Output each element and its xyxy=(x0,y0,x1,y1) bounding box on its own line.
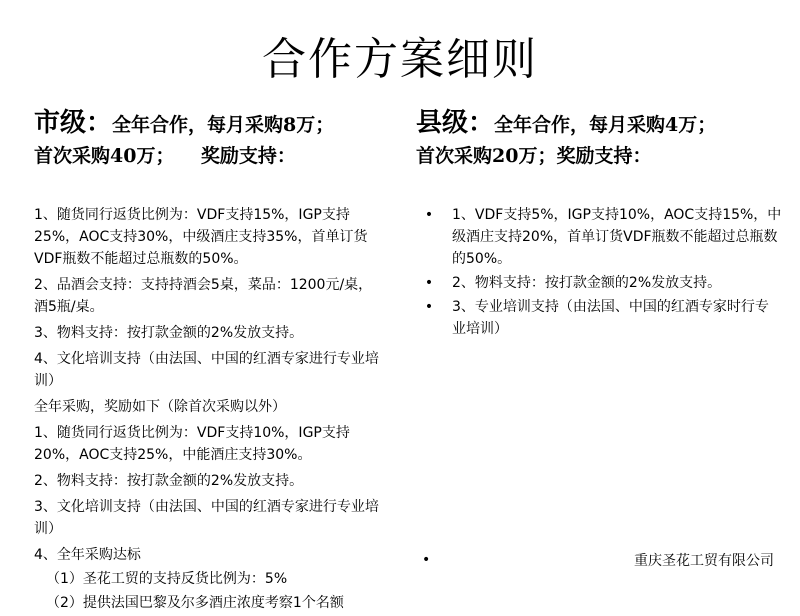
list-item: 3、物料支持：按打款金额的2%发放支持。 xyxy=(34,325,304,341)
city-level-heading xyxy=(34,108,414,171)
list-item: 2、物料支持：按打款金额的2%发放支持。 xyxy=(34,473,304,489)
list-item-text: 1、VDF支持5%，IGP支持10%，AOC支持15%，中级酒庄支持20%，首单订货VDF瓶数不能超过总瓶数的50%。 xyxy=(452,207,782,267)
bullet-icon: • xyxy=(424,207,434,223)
county-level-label: 县级： xyxy=(416,108,495,138)
list-item xyxy=(422,296,782,340)
list-item-text: 2、物料支持：按打款金额的2%发放支持。 xyxy=(452,275,722,291)
sub-list-item: （2）提供法国巴黎及尔多酒庄浓度考察1个名额 xyxy=(46,595,344,611)
list-item: 4、文化培训支持（由法国、中国的红酒专家进行专业培训） xyxy=(34,351,379,389)
city-level-label: 市级： xyxy=(34,108,113,138)
bullet-icon: • xyxy=(424,299,434,315)
list-item: 1、随货同行返货比例为：VDF支持15%，IGP支持25%，AOC支持30%，中级酒庄支持35%，首单订货VDF瓶数不能超过总瓶数的50%。 xyxy=(34,207,368,267)
list-item xyxy=(422,204,782,270)
list-item: 全年采购，奖励如下（除首次采购以外） xyxy=(34,399,286,415)
sub-list-item: （1）圣花工贸的支持反货比例为：5% xyxy=(46,571,288,587)
county-level-summary: 全年合作，每月采购4万； xyxy=(494,114,717,136)
page-title: 合作方案细则 xyxy=(262,34,538,85)
list-item: 2、品酒会支持：支持持酒会5桌，菜品：1200元/桌，酒5瓶/桌。 xyxy=(34,277,373,315)
list-item: 3、文化培训支持（由法国、中国的红酒专家进行专业培训） xyxy=(34,499,379,537)
city-level-terms xyxy=(34,204,386,616)
list-item: 1、随货同行返货比例为：VDF支持10%，IGP支持20%，AOC支持25%，中能酒庄支持30%。 xyxy=(34,425,350,463)
list-item: 4、全年采购达标 xyxy=(34,547,141,563)
county-level-heading xyxy=(416,108,796,171)
bullet-icon: • xyxy=(424,275,434,291)
list-item-text: 3、专业培训支持（由法国、中国的红酒专家时行专业培训） xyxy=(452,299,769,337)
city-level-summary: 全年合作，每月采购8万； xyxy=(112,114,335,136)
city-level-first-purchase: 首次采购40万； 奖励支持： xyxy=(34,145,296,167)
county-level-first-purchase: 首次采购20万；奖励支持： xyxy=(416,145,652,167)
footer-bullet-icon: • xyxy=(422,552,431,568)
company-name: 重庆圣花工贸有限公司 xyxy=(634,553,774,569)
list-item xyxy=(422,272,782,294)
county-level-terms xyxy=(422,204,782,342)
